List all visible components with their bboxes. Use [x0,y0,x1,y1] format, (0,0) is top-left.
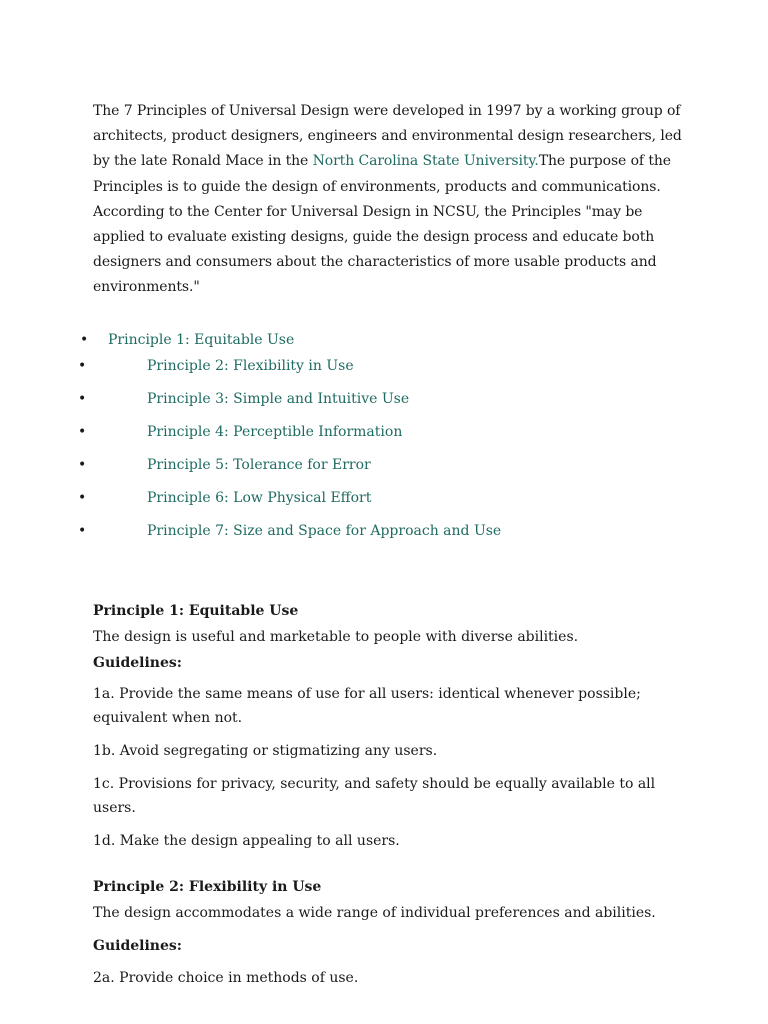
intro-text-before-link: The 7 Principles of Universal Design were developed in 1997 by a working group of architects, product designers, engineers and environmental design researchers, led by the late Ronald Mace in the [93,103,682,170]
principle-2-section [93,877,693,990]
toc-link-principle-7[interactable]: Principle 7: Size and Space for Approach and Use [147,522,502,539]
principles-toc [78,330,693,541]
bullet-icon: • [78,522,87,539]
intro-text-after-link: The purpose of the Principles is to guide the design of environments, products and communications. According to the Center for Universal Design in NCSU, the Principles "may be applied to evaluate existing designs, guide the design process and educate both designers and consumers about the characteristics of more usable products and environments." [93,153,671,296]
toc-link-principle-3[interactable]: Principle 3: Simple and Intuitive Use [147,390,410,407]
toc-item-principle-7 [78,521,693,541]
toc-link-principle-4[interactable]: Principle 4: Perceptible Information [147,423,403,440]
guideline-1c: 1c. Provisions for privacy, security, and safety should be equally available to all users. [93,775,656,816]
bullet-icon: • [78,390,87,407]
guideline-1d: 1d. Make the design appealing to all users. [93,832,400,849]
principle-1-title: Principle 1: Equitable Use [93,602,299,619]
principle-2-title: Principle 2: Flexibility in Use [93,878,322,895]
toc-link-principle-5[interactable]: Principle 5: Tolerance for Error [147,456,371,473]
toc-item-principle-5 [78,455,693,475]
toc-item-principle-1 [80,330,693,350]
guideline-1a: 1a. Provide the same means of use for all users: identical whenever possible; equivalent when not. [93,685,641,726]
bullet-icon: • [78,423,87,440]
principle-2-description: The design accommodates a wide range of individual preferences and abilities. [93,904,656,921]
guideline-1b: 1b. Avoid segregating or stigmatizing any users. [93,742,438,759]
bullet-icon: • [78,357,87,374]
toc-item-principle-2 [78,356,693,376]
principle-1-guidelines-label: Guidelines: [93,654,182,671]
bullet-icon: • [78,489,87,506]
guideline-2a: 2a. Provide choice in methods of use. [93,969,359,986]
ncsu-link[interactable]: North Carolina State University. [312,153,539,170]
toc-link-principle-2[interactable]: Principle 2: Flexibility in Use [147,357,354,374]
toc-item-principle-3 [78,389,693,409]
principle-1-section [93,601,693,853]
toc-item-principle-6 [78,488,693,508]
toc-link-principle-6[interactable]: Principle 6: Low Physical Effort [147,489,372,506]
principle-1-description: The design is useful and marketable to people with diverse abilities. [93,628,579,645]
bullet-icon: • [80,331,89,348]
intro-paragraph [93,99,693,301]
toc-link-principle-1[interactable]: Principle 1: Equitable Use [108,331,295,348]
toc-item-principle-4 [78,422,693,442]
principle-2-guidelines-label: Guidelines: [93,937,182,954]
document-body [78,99,693,990]
bullet-icon: • [78,456,87,473]
